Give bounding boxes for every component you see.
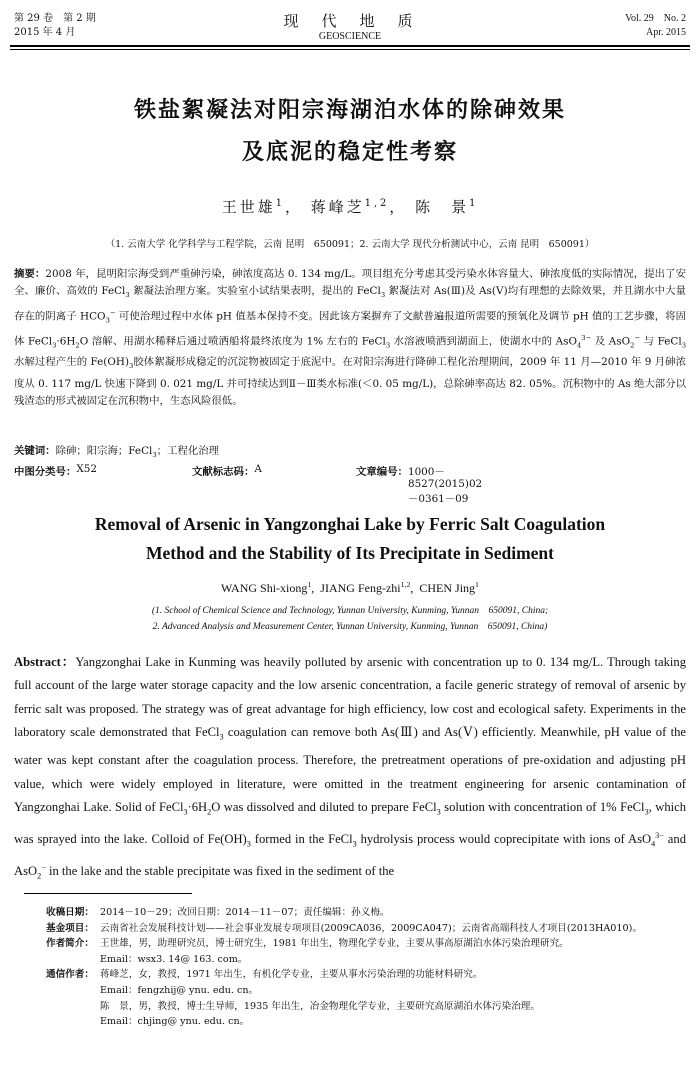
footnote-author-bio: 作者简介： 王世雄，男，助理研究员，博士研究生，1981 年出生，物理化学专业，主要从事高原湖泊水体污染治理研究。: [46, 938, 569, 950]
date-en: Apr. 2015: [646, 27, 686, 38]
classification-row: [14, 463, 686, 505]
affiliation-en: [0, 603, 700, 635]
footnote-author-email: Email：wsx3. 14@ 163. com。: [100, 953, 248, 965]
footnote-chen-email: Email：chjing@ ynu. edu. cn。: [100, 1016, 250, 1028]
document-code: 文献标志码： A: [192, 463, 262, 478]
abstract-en-label: Abstract: [14, 655, 61, 669]
abstract-cn: 摘要：2008 年，昆明阳宗海受到严重砷污染，砷浓度高达 0. 134 mg/L。项目组充分考虑其受污染水体容量大、砷浓度低的实际情况，提出了安全、廉价、高效的 FeCl$_3$ 絮凝法治理方案。实验室小试结果表明，提出的 FeCl$_3$ 絮凝法对 As(Ⅲ)及 As(Ⅴ)均有理想的去除效果，并且湖水中大量存在的阴离子 $HCO_3^-$ 可使治理过程中水体 pH 值基本保持不变。因此该方案摒弃了文献普遍报道所需要的预氧化及调节 pH 值的工艺步骤，将固体 $FeCl_3\cdot 6H_2O$ 溶解、用湖水稀释后通过喷洒船将最终浓度为 1% 左右的 FeCl$_3$ 水溶液喷洒到湖面上，使湖水中的 AsO$_4^{3-}$ 及 AsO$_2$− 与 FeCl$_3$ 水解过程产生的 $Fe(OH)_3$胶体絮凝形成稳定的沉淀物被固定于底泥中。在对阳宗海进行降砷工程化治理期间，2009 年 11 月—2010 年 9 月砷浓度从 0. 117 mg/L 快速下降到 0. 021 mg/L 并可持续达到Ⅱ－Ⅲ类水标准(＜0. 05 mg/L)，总除砷率高达 82. 05%。沉积物中的 As 绝大部分以残渣态的形式被固定在沉积物中，生态风险很低。: [14, 268, 686, 408]
authors-cn: 王世雄$^1$， 蒋峰芝$^{1,2}$， 陈 景$^1$: [221, 198, 479, 216]
footnotes: [46, 905, 686, 1030]
footnote-corresponding-email: Email：fengzhij@ ynu. edu. cn。: [100, 984, 259, 996]
author-chen-en: CHEN Jing: [419, 581, 476, 595]
affiliation-en-line1: (1. School of Chemical Science and Technology, Yunnan University, Kunming, Yunnan 650091, China;: [151, 606, 549, 616]
affiliation-en-line2: 2. Advanced Analysis and Measurement Center, Yunnan University, Kunming, Yunnan 650091, China): [152, 622, 548, 632]
footnote-corresponding: 通信作者： 蒋峰芝，女，教授，1971 年出生，有机化学专业，主要从事水污染治理的功能材料研究。: [46, 969, 483, 981]
date-cn: 2015 年 4 月: [14, 27, 76, 38]
footnote-separator: [24, 893, 192, 894]
article-number: 文章编号： 1000－8527(2015)02－0361－09: [356, 466, 483, 505]
abstract-cn-label: 摘要：: [14, 268, 46, 280]
author-wang-en: WANG Shi-xiong: [221, 581, 308, 595]
author-jiang-cn: 蒋峰芝: [310, 198, 365, 216]
keywords-cn: 关键词：除砷；阳宗海；FeCl$_3$；工程化治理: [14, 445, 220, 460]
author-jiang-en: JIANG Feng-zhi: [320, 581, 401, 595]
author-chen-cn: 陈 景: [415, 198, 470, 216]
volume-issue-cn: 第 29 卷 第 2 期: [14, 13, 96, 24]
volume-issue-en: Vol. 29 No. 2: [625, 13, 686, 24]
journal-title-en: GEOSCIENCE: [318, 31, 382, 42]
footnote-fund: 基金项目： 云南省社会发展科技计划——社会事业发展专项项目(2009CA036，2009CA047)；云南省高端科技人才项目(2013HA010)。: [46, 922, 642, 934]
header-rule-thin: [10, 49, 690, 50]
clc-number: 中图分类号： X52: [14, 463, 97, 478]
keywords-cn-label: 关键词：: [14, 445, 56, 457]
authors-en: WANG Shi-xiong$^1$, JIANG Feng-zhi$^{1,2}$, CHEN Jing$^1$: [221, 580, 479, 595]
title-en-line2: Method and the Stability of Its Precipitate in Sediment: [145, 543, 554, 563]
header-rule-thick: [10, 45, 690, 47]
title-en-line1: Removal of Arsenic in Yangzonghai Lake by Ferric Salt Coagulation: [94, 514, 606, 534]
abstract-en: Abstract：Yangzonghai Lake in Kunming was heavily polluted by arsenic with concentration up to 0. 134 mg/L. Through taking full account of the large water storage capacity and the low arsenic concentration, a facile generic strategy of removal of arsenic by ferric salt was proposed. The strategy was of great advantage for high efficiency, low cost and ecological safety. Experiments in the laboratory scale demonstrated that FeCl$_3$ coagulation can remove both As(Ⅲ) and As(Ⅴ) efficiently. Meanwhile, pH value of the water was kept constant after the coagulation process. Therefore, the pretreatment operations of pre-oxidation and adjusting pH value, which were widely employed in literature, were omitted in the treatment engineering for arsenic contamination of Yangzonghai Lake. Solid of $FeCl_3\cdot 6H_2O$ was dissolved and diluted to prepare FeCl$_3$ solution with concentration of 1% FeCl$_3$, which was sprayed into the lake. Colloid of $Fe(OH)_3$ formed in the FeCl$_3$ hydrolysis process would coprecipitate with ions of AsO$_4^{3-}$ and AsO$_2$− in the lake and the stable precipitate was fixed in the sediment of the: [14, 655, 687, 881]
footnote-received: 收稿日期： 2014－10－29；改回日期：2014－11－07；责任编辑：孙义梅。: [46, 907, 390, 918]
journal-title-cn: 现 代 地 质: [283, 12, 417, 30]
footnote-chen-bio: 陈 景，男，教授，博士生导师，1935 年出生，冶金物理化学专业，主要研究高原湖泊水体污染治理。: [100, 1000, 540, 1012]
affiliation-cn: （1. 云南大学 化学科学与工程学院，云南 昆明 650091；2. 云南大学 现代分析测试中心，云南 昆明 650091）: [105, 239, 595, 250]
author-wang-cn: 王世雄: [221, 198, 276, 216]
title-cn-line2: 及底泥的稳定性考察: [241, 140, 458, 165]
title-cn-line1: 铁盐絮凝法对阳宗海湖泊水体的除砷效果: [133, 98, 566, 123]
